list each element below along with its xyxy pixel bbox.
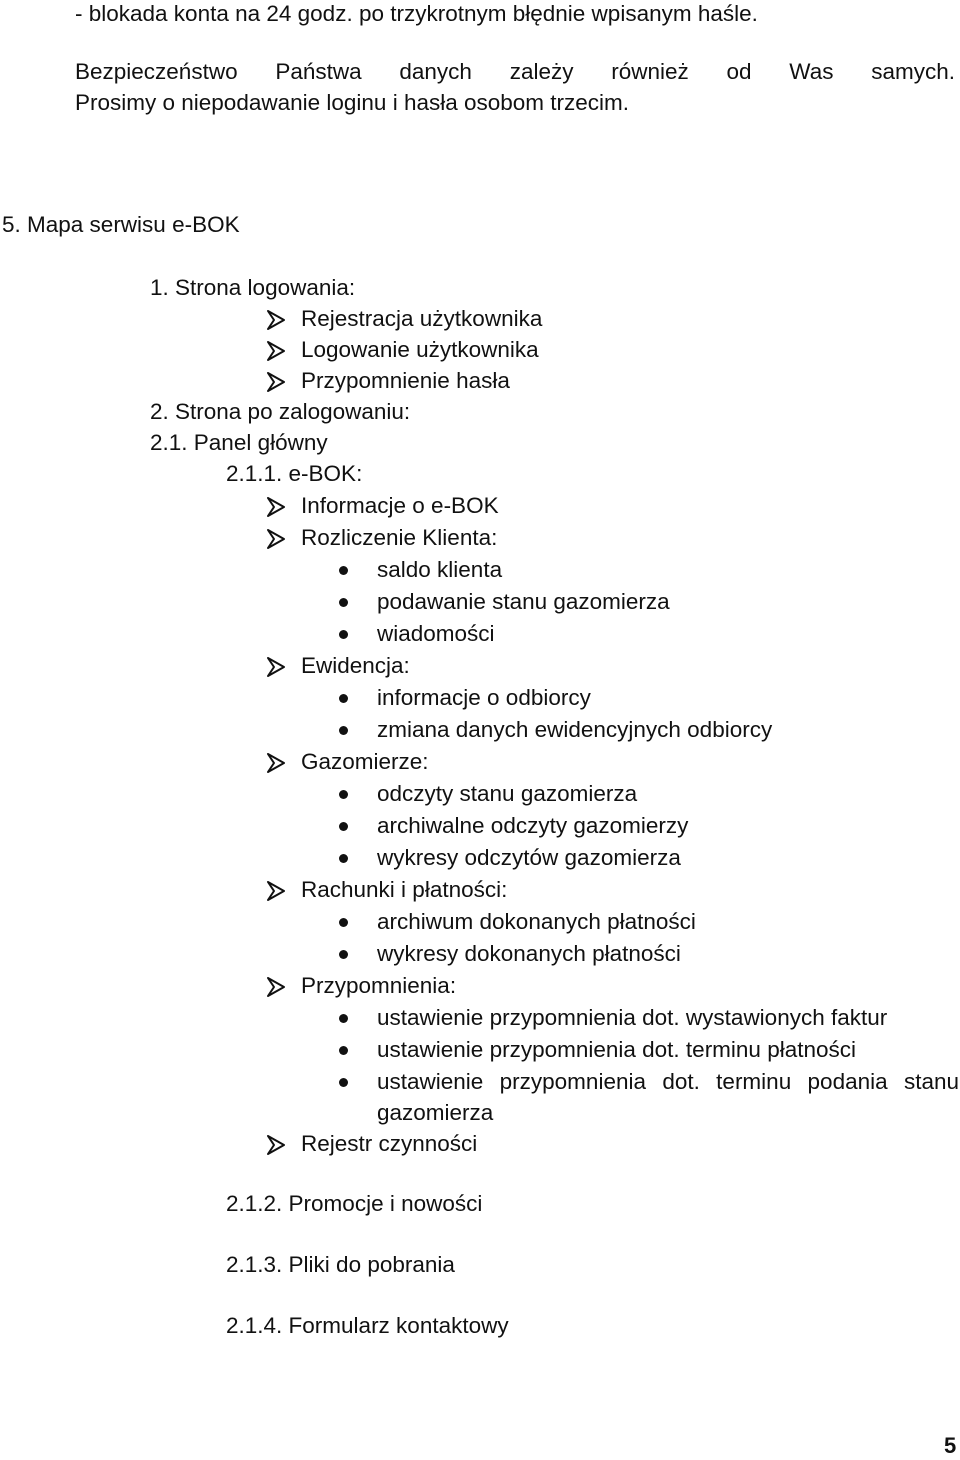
- arrow-bullet-icon: [266, 340, 286, 362]
- panel-heading: 2.1. Panel główny: [150, 430, 328, 455]
- list-item: ustawienie przypomnienia dot. terminu podania stanu: [377, 1069, 959, 1094]
- group-label: Ewidencja:: [301, 653, 410, 678]
- arrow-bullet-icon: [266, 656, 286, 678]
- round-bullet-icon: [339, 822, 348, 831]
- intro-paragraph-line: Prosimy o niepodawanie loginu i hasła osobom trzecim.: [75, 90, 630, 115]
- list-item: Przypomnienie hasła: [301, 368, 510, 393]
- group-label: Gazomierze:: [301, 749, 429, 774]
- arrow-bullet-icon: [266, 880, 286, 902]
- arrow-bullet-icon: [266, 1134, 286, 1156]
- round-bullet-icon: [339, 1014, 348, 1023]
- arrow-bullet-icon: [266, 309, 286, 331]
- list-item: zmiana danych ewidencyjnych odbiorcy: [377, 717, 773, 742]
- list-item-continuation: gazomierza: [377, 1100, 494, 1125]
- section-title: 5. Mapa serwisu e-BOK: [2, 212, 240, 237]
- arrow-bullet-icon: [266, 528, 286, 550]
- list-item: wiadomości: [377, 621, 495, 646]
- login-page-heading: 1. Strona logowania:: [150, 275, 356, 300]
- round-bullet-icon: [339, 950, 348, 959]
- list-item: Logowanie użytkownika: [301, 337, 539, 362]
- list-item: wykresy dokonanych płatności: [377, 941, 681, 966]
- after-login-heading: 2. Strona po zalogowaniu:: [150, 399, 411, 424]
- group-label: Przypomnienia:: [301, 973, 457, 998]
- list-item: ustawienie przypomnienia dot. terminu płatności: [377, 1037, 857, 1062]
- round-bullet-icon: [339, 726, 348, 735]
- group-label: Rejestr czynności: [301, 1131, 478, 1156]
- list-item: Rejestracja użytkownika: [301, 306, 543, 331]
- list-item: archiwalne odczyty gazomierzy: [377, 813, 689, 838]
- subsection-heading: 2.1.3. Pliki do pobrania: [226, 1252, 455, 1277]
- list-item: ustawienie przypomnienia dot. wystawionych faktur: [377, 1005, 888, 1030]
- round-bullet-icon: [339, 918, 348, 927]
- arrow-bullet-icon: [266, 371, 286, 393]
- list-item: wykresy odczytów gazomierza: [377, 845, 681, 870]
- list-item: informacje o odbiorcy: [377, 685, 591, 710]
- round-bullet-icon: [339, 1046, 348, 1055]
- group-label: Rachunki i płatności:: [301, 877, 508, 902]
- round-bullet-icon: [339, 566, 348, 575]
- arrow-bullet-icon: [266, 752, 286, 774]
- ebok-heading: 2.1.1. e-BOK:: [226, 461, 363, 486]
- intro-line: - blokada konta na 24 godz. po trzykrotnym błędnie wpisanym haśle.: [75, 1, 758, 26]
- round-bullet-icon: [339, 854, 348, 863]
- round-bullet-icon: [339, 694, 348, 703]
- intro-paragraph-line: Bezpieczeństwo Państwa danych zależy również od Was samych.: [75, 59, 955, 84]
- round-bullet-icon: [339, 630, 348, 639]
- list-item: podawanie stanu gazomierza: [377, 589, 670, 614]
- group-label: Rozliczenie Klienta:: [301, 525, 498, 550]
- group-label: Informacje o e-BOK: [301, 493, 499, 518]
- list-item: odczyty stanu gazomierza: [377, 781, 638, 806]
- page-number: 5: [944, 1433, 957, 1458]
- subsection-heading: 2.1.4. Formularz kontaktowy: [226, 1313, 509, 1338]
- arrow-bullet-icon: [266, 976, 286, 998]
- list-item: archiwum dokonanych płatności: [377, 909, 696, 934]
- round-bullet-icon: [339, 1078, 348, 1087]
- arrow-bullet-icon: [266, 496, 286, 518]
- list-item: saldo klienta: [377, 557, 503, 582]
- round-bullet-icon: [339, 790, 348, 799]
- round-bullet-icon: [339, 598, 348, 607]
- subsection-heading: 2.1.2. Promocje i nowości: [226, 1191, 483, 1216]
